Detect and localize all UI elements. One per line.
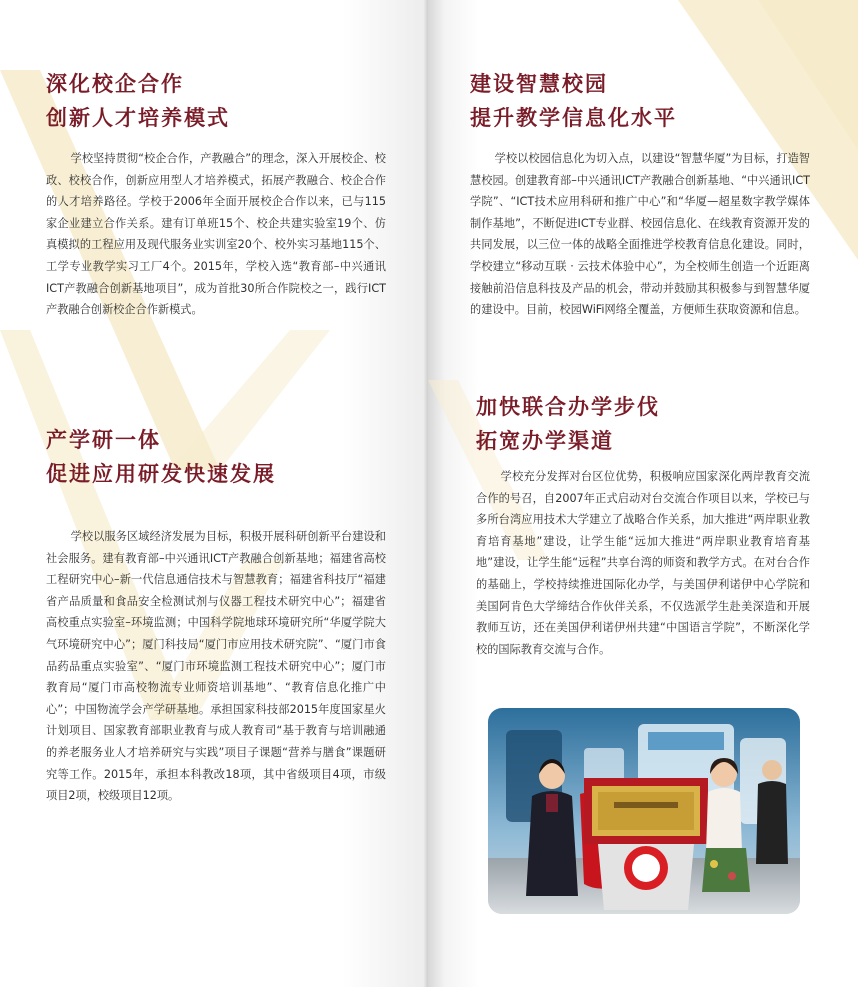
section-body-industry-research: 学校以服务区域经济发展为目标，积极开展科研创新平台建设和社会服务。建有教育部–中兴通讯ICT产教融合创新基地；福建省高校工程研究中心–新一代信息通信技术与智慧教育；福建省科技厅“福建省产品质量和食品安全检测试剂与仪器工程技术研究中心”；福建省高校重点实验室–环境监测；中国科学院地球环境研究所“华厦学院大气环境研究中心”；厦门科技局“厦门市应用技术研究院”、“厦门市食品药品重点实验室”、“厦门市环境监测工程技术研究中心”；厦门市教育局“厦门市高校物流专业师资培训基地”、“教育信息化推广中心”；中国物流学会产学研基地。承担国家科技部2015年度国家星火计划项目、国家教育部职业教育与成人教育司“基于教育与培训融通的养老服务业人才培养研究与实践”项目子课题“营养与膳食”课题研究等工作。2015年，承担本科教改18项，其中省级项目4项，市级项目2项，校级项目12项。 xyxy=(46,530,386,803)
section-body-joint-education: 学校充分发挥对台区位优势，积极响应国家深化两岸教育交流合作的号召，自2007年正式启动对台交流合作项目以来，学校已与多所台湾应用技术大学建立了战略合作关系，加大推进“两岸职业教育培育基地”建设，让学生能“远加大推进“两岸职业教育培育基地”建设，让学生能“远程”共享台湾的师资和教学方式。在对台合作的基础上，学校持续推进国际化办学，与美国伊利诺伊中心学院和美国阿肯色大学缔结合作伙伴关系，不仅选派学生赴美深造和开展教师互访，还在美国伊利诺伊州共建“中国语言学院”，不断深化学校的国际教育交流与合作。 xyxy=(476,470,810,656)
ceremony-photo xyxy=(488,708,800,914)
section-heading-smart-campus xyxy=(470,67,677,135)
heading-line: 建设智慧校园 xyxy=(470,72,608,96)
ceremony-photo-illustration xyxy=(488,708,800,914)
heading-line: 促进应用研发快速发展 xyxy=(46,462,276,486)
section-body-school-enterprise: 学校坚持贯彻“校企合作，产教融合”的理念，深入开展校企、校政、校校合作，创新应用型人才培养模式，拓展产教融合、校企合作的人才培养路径。学校于2006年全面开展校企合作以来，已与115家企业建立合作关系。建有订单班15个、校企共建实验室19个、仿真模拟的工程应用及现代服务业实训室20个、校外实习基地115个、工学专业教学实习工厂4个。2015年，学校入选“教育部–中兴通讯ICT产教融合创新基地项目”，成为首批30所合作院校之一，践行ICT产教融合创新校企合作新模式。 xyxy=(46,152,386,317)
heading-line: 产学研一体 xyxy=(46,428,161,452)
section-heading-industry-research xyxy=(46,423,276,491)
left-page xyxy=(0,0,428,987)
section-heading-school-enterprise xyxy=(46,67,230,135)
heading-line: 深化校企合作 xyxy=(46,72,184,96)
heading-line: 加快联合办学步伐 xyxy=(476,395,660,419)
section-body-smart-campus: 学校以校园信息化为切入点，以建设“智慧华厦”为目标，打造智慧校园。创建教育部–中兴通讯ICT产教融合创新基地、“中兴通讯ICT学院”、“ICT技术应用科研和推广中心”和“华厦—超星数字教学媒体制作基地”，不断促进ICT专业群、校园信息化、在线教育资源开发的共同发展，以三位一体的战略全面推进学校教育信息化建设。同时，学校建立“移动互联 · 云技术体验中心”，为全校师生创造一个近距离接触前沿信息科技及产品的机会，带动并鼓励其积极参与到智慧华厦的建设中。目前，校园WiFi网络全覆盖，方便师生获取资源和信息。 xyxy=(470,152,810,317)
heading-line: 提升教学信息化水平 xyxy=(470,106,677,130)
heading-line: 拓宽办学渠道 xyxy=(476,429,614,453)
heading-line: 创新人才培养模式 xyxy=(46,106,230,130)
section-heading-joint-education xyxy=(476,390,660,458)
